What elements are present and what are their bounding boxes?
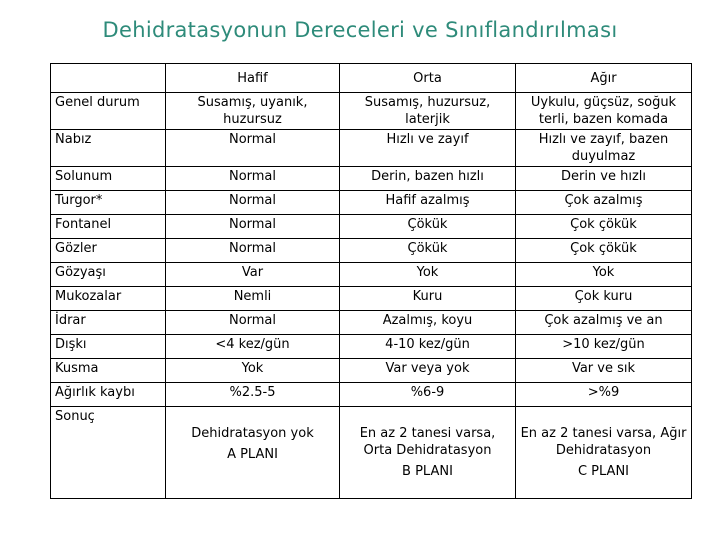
row-label: Turgor* (51, 191, 166, 215)
table-row (51, 93, 692, 130)
row-label: Solunum (51, 167, 166, 191)
table-cell: Nemli (166, 287, 340, 311)
table-cell: Yok (516, 263, 692, 287)
table-header-row (51, 64, 692, 93)
header-cell-empty (51, 64, 166, 93)
row-label: Gözler (51, 239, 166, 263)
table-cell: Var ve sık (516, 359, 692, 383)
table-cell: 4-10 kez/gün (340, 335, 516, 359)
table-row (51, 215, 692, 239)
table-cell: Var veya yok (340, 359, 516, 383)
table-cell: Susamış, huzursuz, laterjik (340, 93, 516, 130)
table-cell: Çok çökük (516, 239, 692, 263)
table-row (51, 287, 692, 311)
row-label: Genel durum (51, 93, 166, 130)
table-cell: Hızlı ve zayıf (340, 130, 516, 167)
table-cell: Derin, bazen hızlı (340, 167, 516, 191)
table-cell: Hızlı ve zayıf, bazen duyulmaz (516, 130, 692, 167)
table-cell: >%9 (516, 383, 692, 407)
result-cell (166, 407, 340, 499)
table-cell: Susamış, uyanık, huzursuz (166, 93, 340, 130)
result-text: Dehidratasyon yok (191, 426, 314, 441)
table-cell: Normal (166, 239, 340, 263)
table-cell: Uykulu, güçsüz, soğuk terli, bazen komada (516, 93, 692, 130)
table-cell: Hafif azalmış (340, 191, 516, 215)
table-row (51, 383, 692, 407)
row-label: Gözyaşı (51, 263, 166, 287)
row-label: Dışkı (51, 335, 166, 359)
header-cell-hafif: Hafif (166, 64, 340, 93)
table-row (51, 130, 692, 167)
header-cell-orta: Orta (340, 64, 516, 93)
table-cell: Normal (166, 130, 340, 167)
table-cell: Yok (340, 263, 516, 287)
row-label: Sonuç (51, 407, 166, 499)
table-cell: Çok çökük (516, 215, 692, 239)
plan-label: B PLANI (402, 464, 453, 479)
table-cell: Azalmış, koyu (340, 311, 516, 335)
table-cell: %6-9 (340, 383, 516, 407)
table-row (51, 191, 692, 215)
row-label: Kusma (51, 359, 166, 383)
table-cell: Normal (166, 311, 340, 335)
table-row (51, 167, 692, 191)
page-title: Dehidratasyonun Dereceleri ve Sınıflandırılması (102, 18, 618, 42)
table-cell: Normal (166, 215, 340, 239)
table-cell: Çökük (340, 239, 516, 263)
dehydration-table (50, 63, 692, 499)
table-row (51, 239, 692, 263)
table-cell: Kuru (340, 287, 516, 311)
table-cell: Çok kuru (516, 287, 692, 311)
table-row (51, 263, 692, 287)
table-row (51, 311, 692, 335)
table-cell: Yok (166, 359, 340, 383)
row-label: İdrar (51, 311, 166, 335)
table-cell: %2.5-5 (166, 383, 340, 407)
result-cell (516, 407, 692, 499)
table-cell: Derin ve hızlı (516, 167, 692, 191)
table-cell: Çok azalmış ve an (516, 311, 692, 335)
header-cell-agir: Ağır (516, 64, 692, 93)
table-row (51, 335, 692, 359)
table-cell: <4 kez/gün (166, 335, 340, 359)
table-cell: Var (166, 263, 340, 287)
row-label: Mukozalar (51, 287, 166, 311)
result-row (51, 407, 692, 499)
row-label: Fontanel (51, 215, 166, 239)
table-cell: Çökük (340, 215, 516, 239)
table-row (51, 359, 692, 383)
table-cell: >10 kez/gün (516, 335, 692, 359)
plan-label: A PLANI (227, 447, 278, 462)
result-text: En az 2 tanesi varsa, Ağır Dehidratasyon (520, 426, 687, 458)
table-cell: Normal (166, 191, 340, 215)
table-cell: Çok azalmış (516, 191, 692, 215)
row-label: Ağırlık kaybı (51, 383, 166, 407)
row-label: Nabız (51, 130, 166, 167)
result-cell (340, 407, 516, 499)
plan-label: C PLANI (577, 464, 630, 479)
table-cell: Normal (166, 167, 340, 191)
result-text: En az 2 tanesi varsa, Orta Dehidratasyon (359, 426, 496, 458)
